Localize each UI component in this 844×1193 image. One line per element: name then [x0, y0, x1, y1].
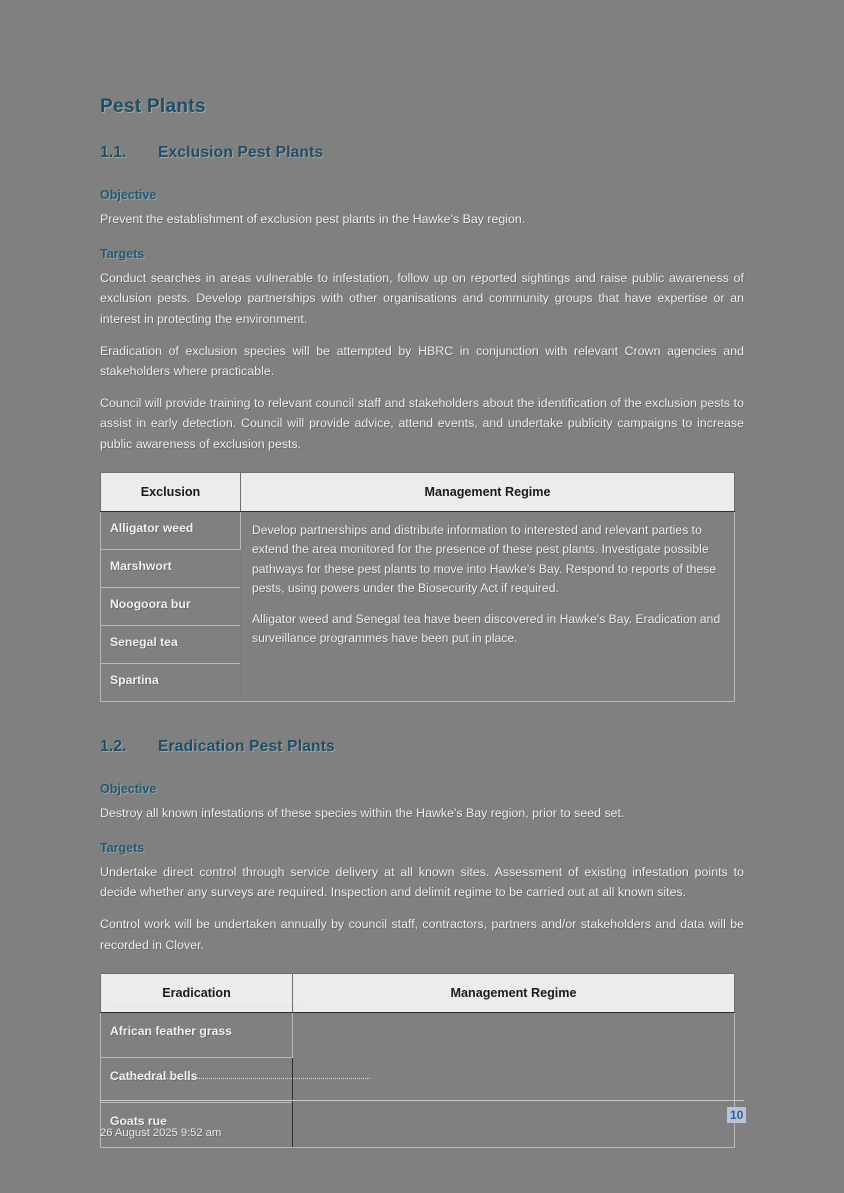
spacer — [100, 229, 744, 247]
objective-label-2: Objective — [100, 781, 157, 796]
objective-text-2: Destroy all known infestations of these species within the Hawke's Bay region, prior to seed set. — [100, 805, 625, 820]
table-header-row — [101, 472, 735, 511]
revision-mark — [110, 1006, 300, 1007]
targets-paragraph-1-2: Eradication of exclusion species will be attempted by HBRC in conjunction with relevant Crown agencies and stakeholders where practicable. — [100, 343, 744, 379]
spacer — [100, 702, 744, 720]
targets-label-2: Targets — [100, 841, 145, 856]
page-content — [100, 96, 744, 1148]
section-heading-2 — [100, 738, 744, 756]
page-title: Pest Plants — [100, 96, 206, 117]
targets-paragraph-1-1: Conduct searches in areas vulnerable to infestation, follow up on reported sightings and raise public awareness of exclusion pests. Develop partnerships with other organisations and community groups that have expertise or an interest in protecting the environment. — [100, 271, 744, 326]
section-heading-1 — [100, 144, 744, 162]
species-name: Noogoora bur — [101, 587, 241, 625]
footer-timestamp: 26 August 2025 9:52 am — [100, 1127, 222, 1139]
spacer — [100, 454, 744, 472]
targets-label-1: Targets — [100, 247, 145, 262]
species-name: Marshwort — [101, 549, 241, 587]
objective-label-1: Objective — [100, 188, 157, 202]
eradication-table — [100, 973, 735, 1148]
regime-paragraph-2: Alligator weed and Senegal tea have been discovered in Hawke's Bay. Eradication and surveillance programmes have been put in place. — [252, 611, 721, 646]
spacer — [100, 955, 744, 973]
targets-paragraph-1-3: Council will provide training to relevant council staff and stakeholders about the identification of the exclusion pests to assist in early detection. Council will provide advice, attend events, and undertake publicity campaigns to increase public awareness of exclusion pests. — [100, 396, 744, 451]
regime-paragraph-1: Develop partnerships and distribute information to interested and relevant parties to extend the area monitored for the presence of these pest plants. Investigate possible pathways for these pest plants to move into Hawke's Bay. Respond to reports of these pests, using powers under the Biosecurity Act if required. — [252, 522, 717, 596]
column-header-management-regime: Management Regime — [241, 472, 735, 511]
species-name: African feather grass — [101, 1012, 293, 1057]
revision-mark — [110, 1078, 370, 1079]
exclusion-table — [100, 472, 735, 702]
column-header-management-regime: Management Regime — [293, 973, 735, 1012]
objective-text-1: Prevent the establishment of exclusion pest plants in the Hawke's Bay region. — [100, 212, 526, 226]
species-name: Cathedral bells — [101, 1057, 293, 1102]
targets-paragraph-2-2: Control work will be undertaken annually by council staff, contractors, partners and/or stakeholders and data will be recorded in Clover. — [100, 917, 744, 952]
management-regime-cell — [241, 511, 735, 701]
spacer — [100, 823, 744, 841]
table-row — [101, 1012, 735, 1057]
species-name: Goats rue — [101, 1102, 293, 1147]
species-name: Spartina — [101, 663, 241, 701]
section-number-2: 1.2. — [100, 737, 127, 755]
page-number: 10 — [727, 1107, 746, 1123]
spacer — [100, 720, 744, 738]
species-name: Alligator weed — [101, 511, 241, 549]
management-regime-cell — [293, 1012, 735, 1147]
table-row — [101, 511, 735, 549]
column-header-exclusion: Exclusion — [101, 472, 241, 511]
targets-paragraph-2-1: Undertake direct control through service delivery at all known sites. Assessment of existing infestation points to decide whether any surveys are required. Inspection and delimit regime to be carried out at all known sites. — [100, 865, 744, 900]
section-number-1: 1.1. — [100, 144, 127, 161]
section-title-1: Exclusion Pest Plants — [158, 144, 324, 161]
column-header-eradication: Eradication — [101, 973, 293, 1012]
section-title-2: Eradication Pest Plants — [158, 737, 335, 755]
species-name: Senegal tea — [101, 625, 241, 663]
footer-divider — [100, 1100, 744, 1101]
